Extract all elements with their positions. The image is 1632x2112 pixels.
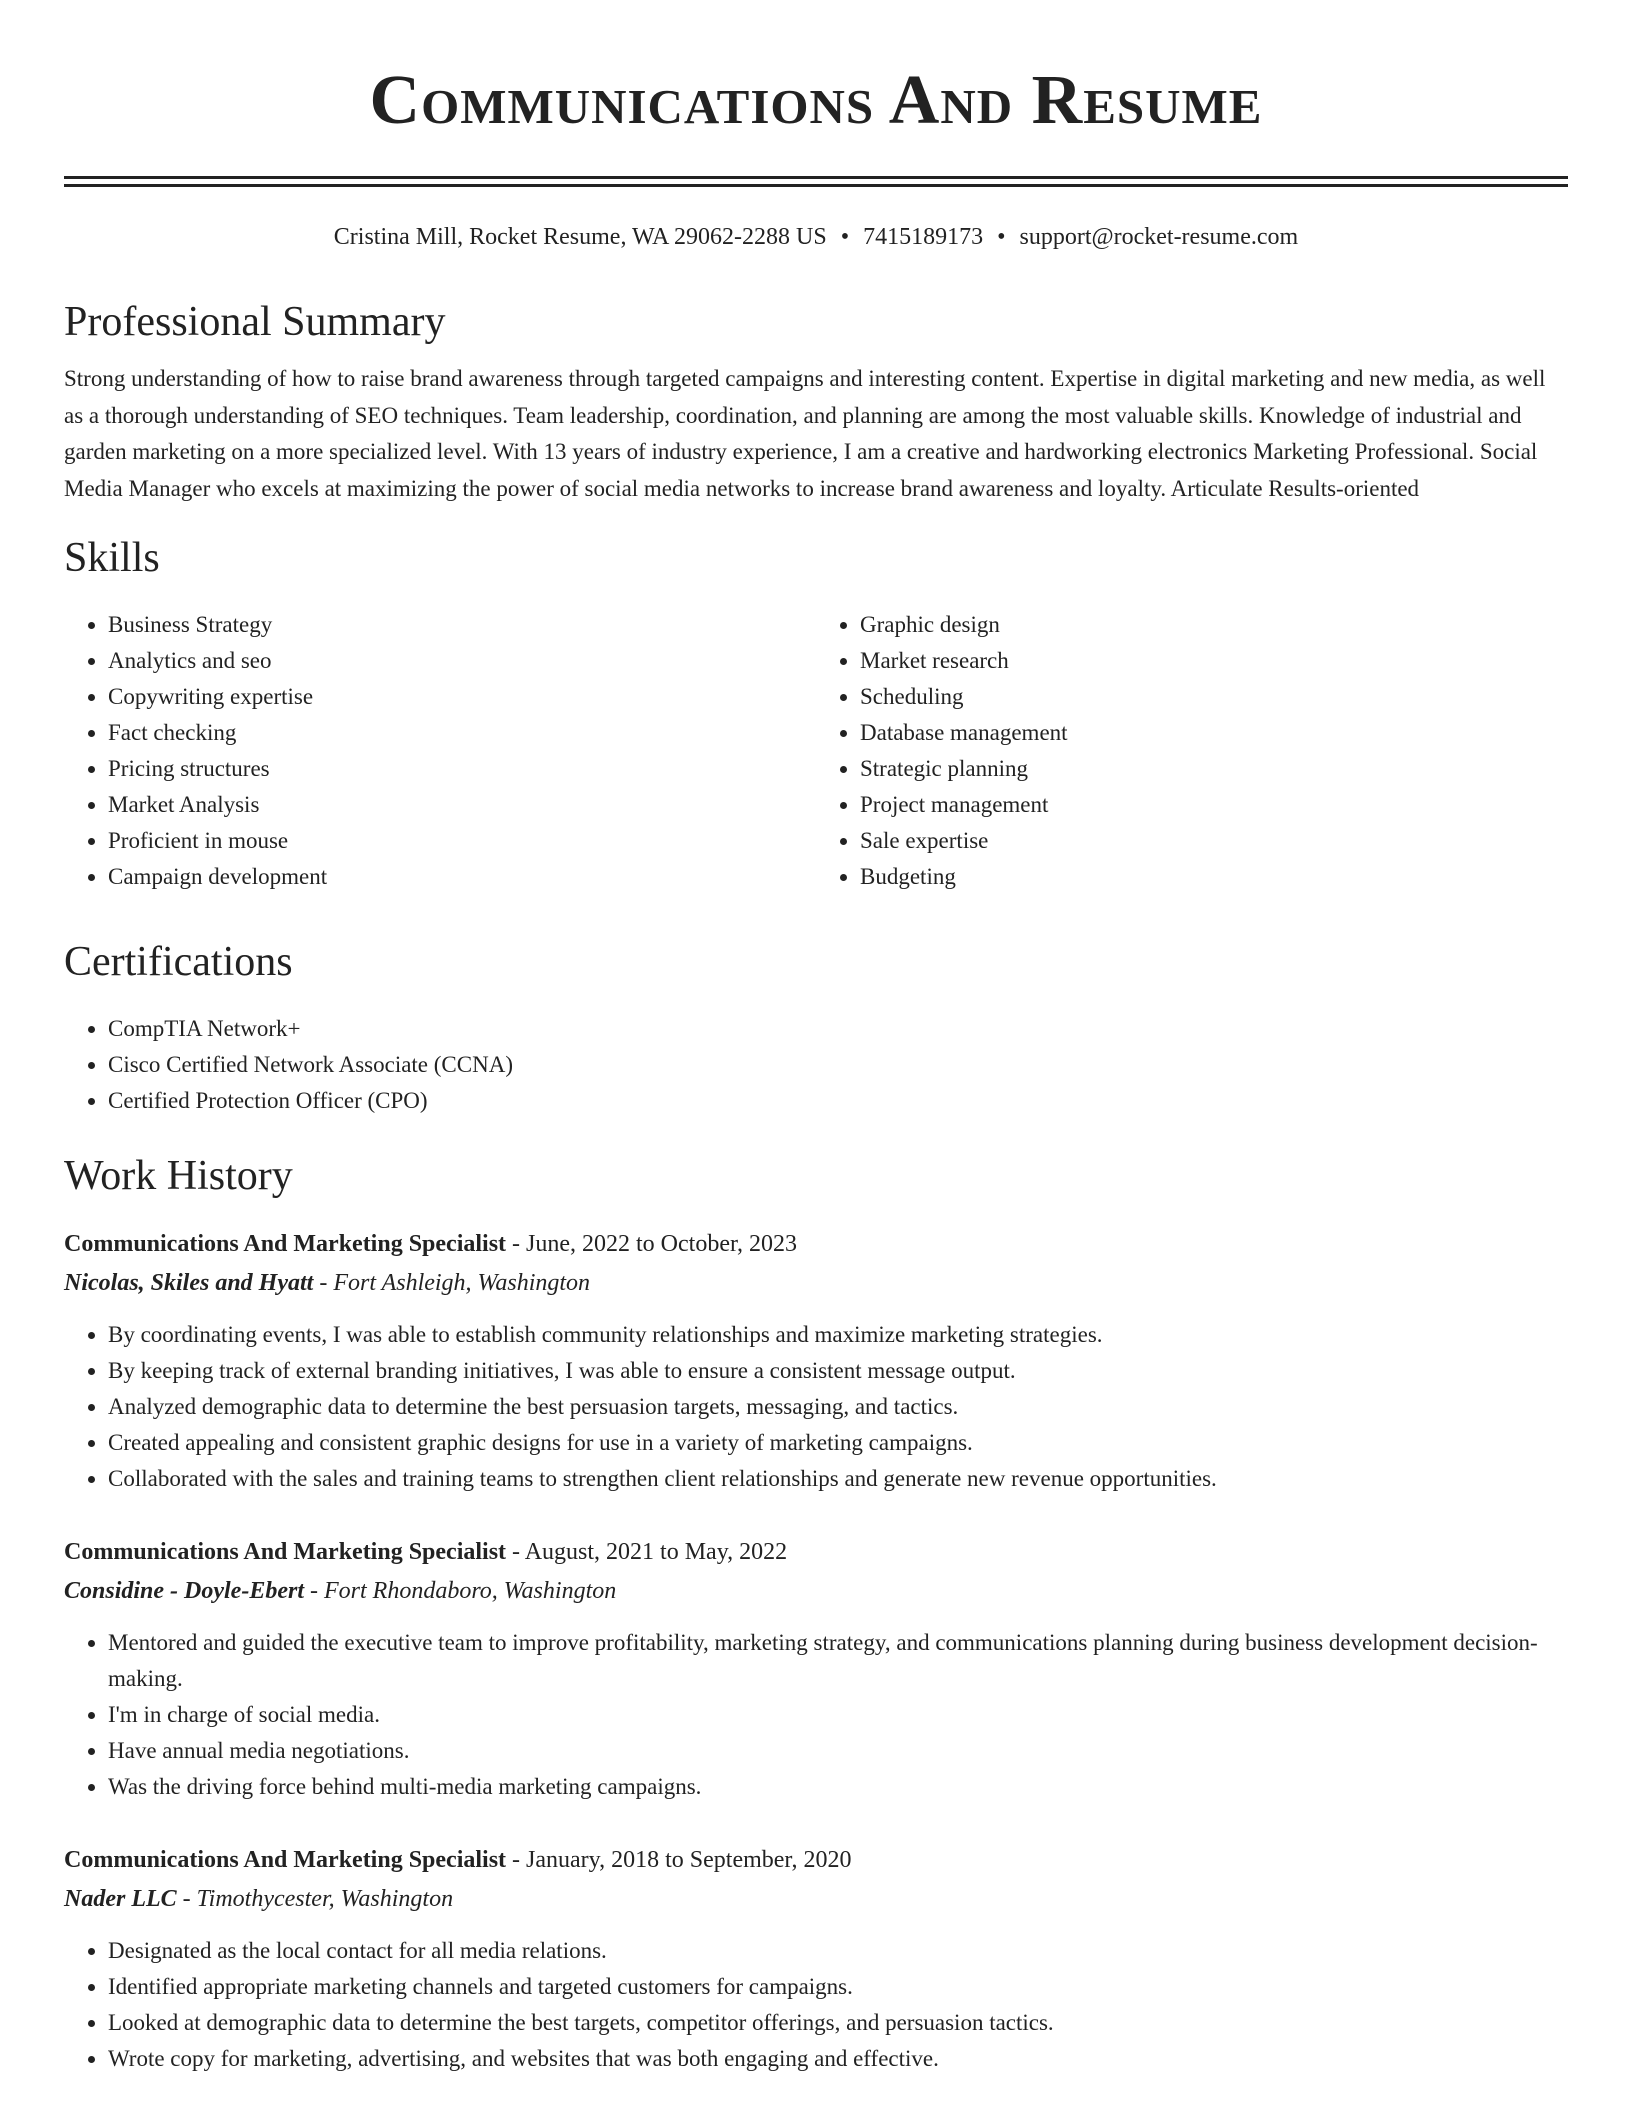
job-title-line: [64, 1533, 1568, 1571]
job-bullet: • Was the driving force behind multi-media marketing campaigns.: [108, 1769, 1568, 1805]
skill-item: • Database management: [860, 715, 1568, 751]
job-bullet: • Designated as the local contact for all media relations.: [108, 1933, 1568, 1969]
skills-columns: [64, 607, 1568, 895]
summary-text: Strong understanding of how to raise brand awareness through targeted campaigns and interesting content. Expertise in digital marketing and new media, as well as a thorough understanding of SEO techniques. Team leadership, coordination, and planning are among the most valuable skills. Knowledge of industrial and garden marketing on a more specialized level. With 13 years of industry experience, I am a creative and hardworking electronics Marketing Professional. Social Media Manager who excels at maximizing the power of social media networks to increase brand awareness and loyalty. Articulate Results-oriented: [64, 366, 1546, 501]
skill-item: • Fact checking: [108, 715, 816, 751]
job-entry: [64, 1841, 1568, 2077]
skill-item: • Budgeting: [860, 859, 1568, 895]
job-location: - Fort Ashleigh, Washington: [313, 1270, 591, 1297]
page-title: Communications And Resume: [369, 62, 1263, 139]
skill-item: • Campaign development: [108, 859, 816, 895]
skill-item: • Project management: [860, 787, 1568, 823]
skill-item: • Market research: [860, 643, 1568, 679]
job-company: Nader LLC: [64, 1886, 177, 1913]
job-bullet: • By keeping track of external branding initiatives, I was able to ensure a consistent message output.: [108, 1353, 1568, 1389]
job-bullets: [64, 1933, 1568, 2077]
contact-email: support@rocket-resume.com: [1019, 224, 1299, 250]
skills-heading: Skills: [64, 535, 160, 582]
skill-item: • Strategic planning: [860, 751, 1568, 787]
job-company: Nicolas, Skiles and Hyatt: [64, 1270, 314, 1297]
job-entry: [64, 1225, 1568, 1497]
skill-item: • Business Strategy: [108, 607, 816, 643]
job-title-line: [64, 1841, 1568, 1879]
job-dates: - June, 2022 to October, 2023: [506, 1231, 798, 1258]
skill-item: • Analytics and seo: [108, 643, 816, 679]
job-location: - Fort Rhondaboro, Washington: [304, 1578, 617, 1605]
skills-list-left: [64, 607, 816, 895]
job-location: - Timothycester, Washington: [176, 1886, 454, 1913]
skill-item: • Scheduling: [860, 679, 1568, 715]
job-entry: [64, 1533, 1568, 1805]
job-title: Communications And Marketing Specialist: [64, 1847, 507, 1874]
skills-list-right: [816, 607, 1568, 895]
job-bullet: • Have annual media negotiations.: [108, 1733, 1568, 1769]
skill-item: • Pricing structures: [108, 751, 816, 787]
job-bullet: • Mentored and guided the executive team to improve profitability, marketing strategy, and communications planning during business development decision-making.: [108, 1625, 1568, 1697]
contact-separator: •: [997, 224, 1006, 250]
job-title: Communications And Marketing Specialist: [64, 1231, 507, 1258]
job-bullet: • Looked at demographic data to determine the best targets, competitor offerings, and persuasion tactics.: [108, 2005, 1568, 2041]
job-title-line: [64, 1225, 1568, 1263]
skill-item: • Sale expertise: [860, 823, 1568, 859]
certification-item: • CompTIA Network+: [108, 1011, 1568, 1047]
job-bullet: • Collaborated with the sales and training teams to strengthen client relationships and generate new revenue opportunities.: [108, 1461, 1568, 1497]
contact-phone: 7415189173: [863, 224, 984, 250]
job-company-line: [64, 1263, 1568, 1303]
contact-address: Cristina Mill, Rocket Resume, WA 29062-2288 US: [333, 224, 827, 250]
job-company-line: [64, 1571, 1568, 1611]
contact-separator: •: [840, 224, 850, 250]
skill-item: • Proficient in mouse: [108, 823, 816, 859]
job-company: Considine - Doyle-Ebert: [64, 1578, 304, 1605]
job-bullet: • Wrote copy for marketing, advertising, and websites that was both engaging and effective.: [108, 2041, 1568, 2077]
job-bullets: [64, 1317, 1568, 1497]
summary-heading: Professional Summary: [64, 299, 446, 345]
certification-item: • Certified Protection Officer (CPO): [108, 1083, 1568, 1119]
job-title: Communications And Marketing Specialist: [64, 1539, 507, 1566]
certifications-heading: Certifications: [64, 939, 293, 986]
job-company-line: [64, 1879, 1568, 1919]
job-bullets: [64, 1625, 1568, 1805]
title-double-rule: [64, 176, 1568, 187]
job-dates: - January, 2018 to September, 2020: [506, 1847, 852, 1874]
skill-item: • Graphic design: [860, 607, 1568, 643]
skill-item: • Copywriting expertise: [108, 679, 816, 715]
work-history-section: [64, 1149, 1568, 2077]
job-bullet: • Identified appropriate marketing channels and targeted customers for campaigns.: [108, 1969, 1568, 2005]
summary-section: [64, 295, 1568, 507]
job-bullet: • By coordinating events, I was able to establish community relationships and maximize marketing strategies.: [108, 1317, 1568, 1353]
job-bullet: • I'm in charge of social media.: [108, 1697, 1568, 1733]
contact-line: [64, 221, 1568, 253]
job-bullet: • Created appealing and consistent graphic designs for use in a variety of marketing campaigns.: [108, 1425, 1568, 1461]
certification-item: • Cisco Certified Network Associate (CCNA): [108, 1047, 1568, 1083]
job-dates: - August, 2021 to May, 2022: [506, 1539, 788, 1566]
certifications-section: [64, 935, 1568, 1119]
job-bullet: • Analyzed demographic data to determine the best persuasion targets, messaging, and tactics.: [108, 1389, 1568, 1425]
skill-item: • Market Analysis: [108, 787, 816, 823]
skills-section: [64, 531, 1568, 895]
work-history-heading: Work History: [64, 1153, 293, 1200]
certifications-list: [64, 1011, 1568, 1119]
